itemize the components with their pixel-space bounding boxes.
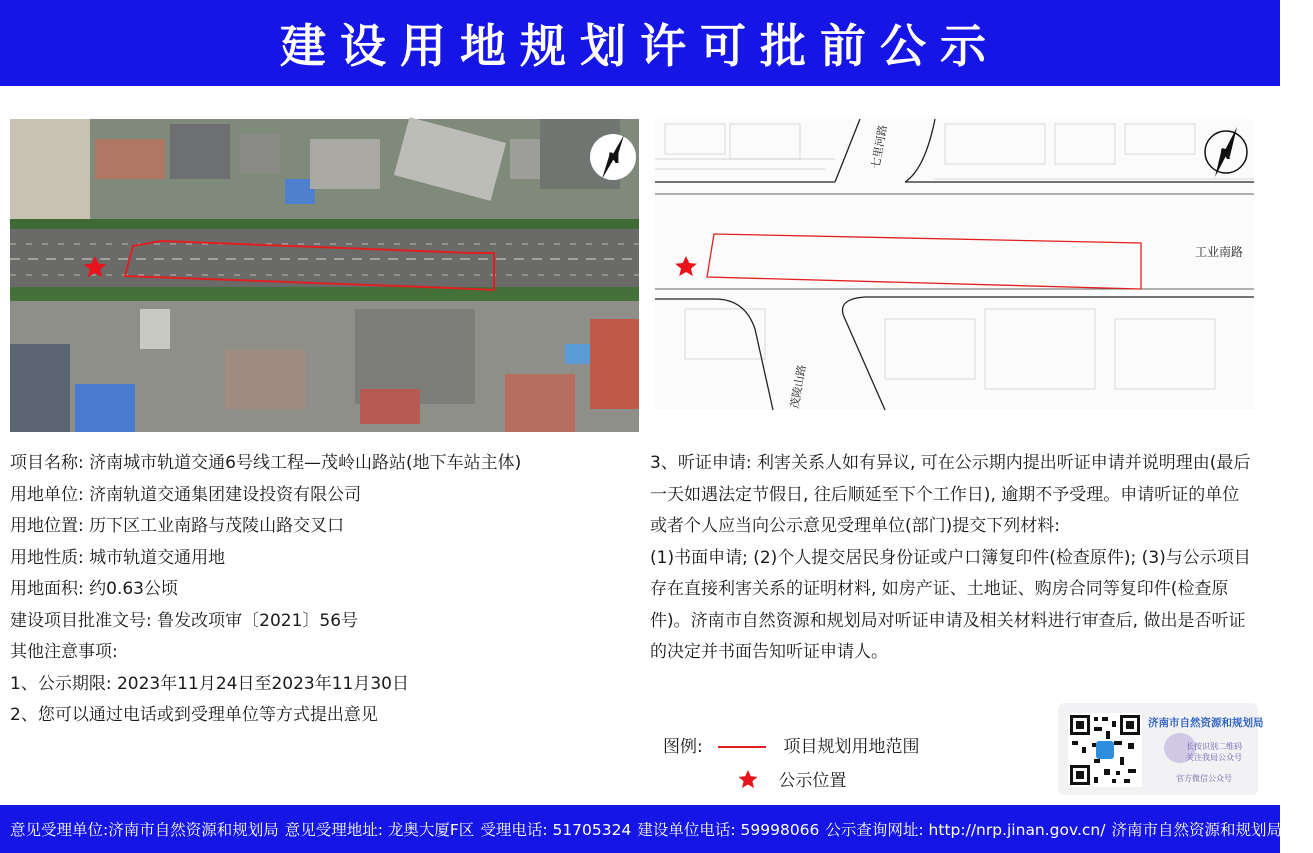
land-location: 用地位置: 历下区工业南路与茂陵山路交叉口 <box>10 516 345 536</box>
qr-hint-2: 关注我局公众号 <box>1186 753 1242 762</box>
legend-star-label: 公示位置 <box>778 771 847 791</box>
notice-title: 建设用地规划许可批前公示 <box>280 19 1000 73</box>
qr-code-icon <box>1068 713 1142 787</box>
wechat-qr-card[interactable] <box>1058 703 1264 795</box>
footer-site-link[interactable]: 公示查询网址: http://nrp.jinan.gov.cn/ <box>825 821 1106 839</box>
footer-bar <box>0 805 1313 853</box>
svg-text:N: N <box>1220 148 1231 163</box>
approval-number: 建设项目批准文号: 鲁发改项审〔2021〕56号 <box>10 610 359 631</box>
legend-title: 图例: <box>663 737 703 757</box>
aerial-map <box>10 119 639 432</box>
plan-map-graphic <box>655 119 1254 410</box>
footer-supervisor: 济南市自然资源和规划局监制 <box>1111 821 1313 839</box>
other-notes-heading: 其他注意事项: <box>10 642 118 662</box>
qr-hints <box>1186 741 1242 763</box>
land-nature: 用地性质: 城市轨道交通用地 <box>10 547 226 568</box>
qr-title: 济南市自然资源和规划局 <box>1148 717 1264 729</box>
qr-caption: 官方微信公众号 <box>1176 774 1232 783</box>
road-label-gongyenan: 工业南路 <box>1195 245 1244 259</box>
legend-boundary-label: 项目规划用地范围 <box>783 737 920 757</box>
qr-hint-1: 长按识别二维码 <box>1186 742 1242 751</box>
hearing-paragraph-2: (1)书面申请; (2)个人提交居民身份证或户口簿复印件(检查原件); (3)与公示项目存在直接利害关系的证明材料, 如房产证、土地证、购房合同等复印件(检查原件)。济南市自然资源和规划局对听证申请及相关材料进行审查后, 做出是否听证的决定并书面告知听证申请人。 <box>650 547 1251 662</box>
hearing-paragraph-1: 3、听证申请: 利害关系人如有异议, 可在公示期内提出听证申请并说明理由(最后一天如遇法定节假日, 往后顺延至下个工作日), 逾期不予受理。申请听证的单位或者个人应当向公示意见受理单位(部门)提交下列材料: <box>650 453 1251 536</box>
north-arrow-icon <box>590 134 636 180</box>
road-label-maolingshan: 茂陵山路 <box>788 363 809 410</box>
plan-map <box>655 119 1254 410</box>
land-unit: 用地单位: 济南轨道交通集团建设投资有限公司 <box>10 484 362 505</box>
road-label-qilihe: 七里河路 <box>869 123 890 170</box>
notice-period: 1、公示期限: 2023年11月24日至2023年11月30日 <box>10 673 410 694</box>
footer-receiver: 意见受理单位:济南市自然资源和规划局 <box>10 821 279 839</box>
svg-text:N: N <box>608 151 620 167</box>
legend-star-icon <box>737 769 759 789</box>
legend-boundary-line <box>718 742 766 752</box>
footer-builder-phone: 建设单位电话: 59998066 <box>637 821 820 839</box>
footer-address: 意见受理地址: 龙奥大厦F区 <box>284 821 475 839</box>
aerial-map-graphic <box>10 119 639 432</box>
project-info <box>10 448 640 732</box>
footer-phone: 受理电话: 51705324 <box>480 821 632 839</box>
hearing-section <box>650 448 1255 669</box>
notice-header <box>0 0 1280 86</box>
land-area: 用地面积: 约0.63公顷 <box>10 579 178 599</box>
project-name: 项目名称: 济南城市轨道交通6号线工程—茂岭山路站(地下车站主体) <box>10 453 522 473</box>
opinion-channel: 2、您可以通过电话或到受理单位等方式提出意见 <box>10 705 378 725</box>
